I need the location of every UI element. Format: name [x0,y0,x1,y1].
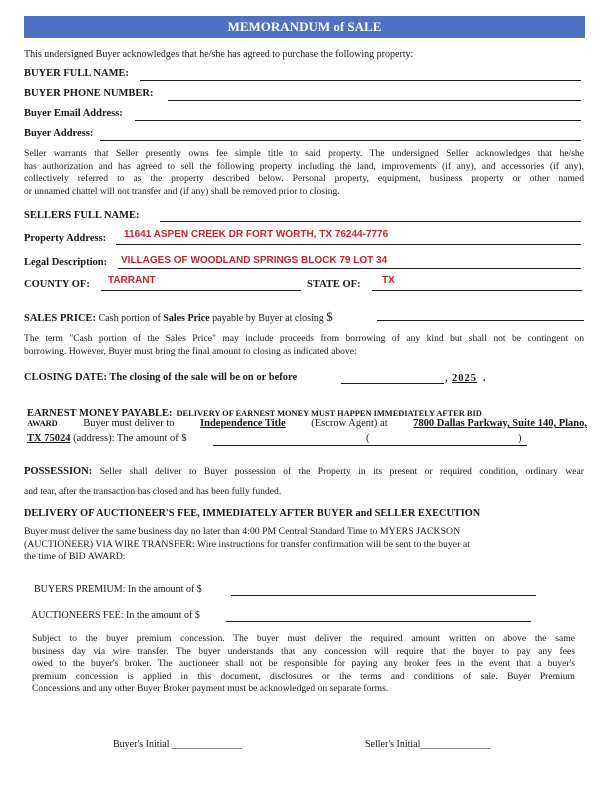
earnest-caps: DELIVERY OF EARNEST MONEY MUST HAPPEN IMMEDIATELY AFTER BID [176,409,482,418]
auctioneer-line: Buyer must deliver the same business day no later than 4:00 PM Central Standard Time to MYERS JACKSON [24,526,461,537]
closing-date-label: CLOSING DATE: The closing of the sale will be on or before [24,372,298,383]
buyer-phone-label: BUYER PHONE NUMBER: [24,88,154,99]
auctioneer-line: (AUCTIONEER) VIA WIRE TRANSFER: Wire instructions for transfer confirmation will be sent to the buyer at [24,538,470,550]
property-address-line [116,244,581,245]
buyer-email-field[interactable] [135,120,581,121]
buyers-premium-field[interactable] [231,595,536,596]
possession-line: and tear, after the transaction has closed and has been fully funded. [24,486,282,497]
state-line [372,290,582,291]
cash-term-line: The term "Cash portion of the Sales Price" may include proceeds from borrowing of any kind but shall not be contingent on [24,333,584,344]
paren-open: ( [366,433,370,444]
warranty-line: has authorization and has agreed to sell the following property including the land, improvements (if any), and accessories (if any), [24,160,584,172]
seller-warranty-paragraph [24,148,584,198]
seller-initial-field[interactable]: Seller's Initial______________ [365,739,491,750]
earnest-label: EARNEST MONEY PAYABLE: [27,408,173,419]
sales-price-field[interactable] [377,320,584,321]
property-address-label: Property Address: [24,233,107,244]
possession-line [24,462,584,482]
sales-price-bold: Sales Price [163,313,210,324]
subject-paragraph [32,633,575,696]
subject-line: Concessions and any other Buyer Broker payment must be acknowledged on separate forms. [32,683,389,695]
auctioneer-line: the time of BID AWARD: [24,551,126,563]
auctioneers-fee-field[interactable] [226,621,531,622]
subject-line: Subject to the buyer premium concession. The buyer must deliver the required amount written on above the same [32,633,575,644]
auctioneer-paragraph [24,526,584,564]
legal-description-value[interactable]: VILLAGES OF WOODLAND SPRINGS BLOCK 79 LOT 34 [121,255,388,266]
possession-paragraph [24,462,584,502]
sales-price-row [24,309,333,325]
intro-text: This undersigned Buyer acknowledges that he/she has agreed to purchase the following property: [24,49,414,60]
state-value[interactable]: TX [382,275,395,286]
county-value[interactable]: TARRANT [108,275,156,286]
subject-line: premium concession is applied in this document, disclosures or the terms and conditions of sale. Buyer Premium [32,670,575,682]
property-address-value[interactable]: 11641 ASPEN CREEK DR FORT WORTH, TX 76244-7776 [124,229,389,240]
closing-year: 2025 [452,373,477,384]
county-line [101,290,301,291]
state-label: STATE OF: [307,279,361,290]
possession-text: Seller shall deliver to Buyer possession of the Property in its present or required condition, ordinary wear [99,466,584,477]
earnest-text: (Escrow Agent) at [311,418,388,429]
escrow-address-2: TX 75024 [27,433,71,444]
escrow-address: 7800 Dallas Parkway, Suite 140, Plano, [413,418,587,429]
escrow-agent: Independence Title [200,418,286,429]
earnest-text: Buyer must deliver to [83,418,175,429]
auctioneers-fee-label: AUCTIONEERS FEE: In the amount of $ [31,610,200,621]
buyer-initial-field[interactable]: Buyer's Initial ______________ [113,739,243,750]
buyers-premium-label: BUYERS PREMIUM: In the amount of $ [34,584,202,595]
seller-name-field[interactable] [160,221,581,222]
warranty-line: Seller warrants that Seller presently owns fee simple title to said property. The undersigned Seller acknowledges that he/she [24,148,584,159]
cash-term-line: borrowing. However, Buyer must bring the final amount to closing as indicated above: [24,345,357,357]
seller-name-label: SELLERS FULL NAME: [24,210,140,221]
dollar-sign: $ [326,309,333,324]
county-label: COUNTY OF: [24,279,90,290]
earnest-amount-field[interactable] [213,445,527,446]
earnest-award: AWARD [27,419,58,428]
sales-price-text: Cash portion of [96,313,164,324]
sales-price-text: payable by Buyer at closing [209,313,327,324]
possession-label: POSSESSION: [24,466,93,477]
subject-line: business day via wire transfer. The buyer understands that any concession will require that the buyer to pay any fees [32,645,575,657]
buyer-email-label: Buyer Email Address: [24,108,123,119]
legal-description-line [118,268,581,269]
buyer-address-field[interactable] [100,140,581,141]
document-title: MEMORANDUM of SALE [24,16,585,38]
buyer-address-label: Buyer Address: [24,128,94,139]
warranty-line: collectively referred to as the property described below. Personal property, equipment, business property or other named [24,173,584,185]
warranty-line: or unnamed chattel will not transfer and (if any) shall be removed prior to closing. [24,185,340,197]
paren-close: ) [518,433,522,444]
earnest-text: (address): The amount of $ [73,433,187,444]
closing-comma: , [445,373,448,384]
earnest-line-2 [27,418,587,429]
sales-price-label: SALES PRICE: [24,313,97,324]
buyer-name-label: BUYER FULL NAME: [24,68,130,79]
cash-term-paragraph [24,333,584,358]
buyer-phone-field[interactable] [168,100,581,101]
subject-line: owed to the buyer's broker. The auctioneer shall not be responsible for paying any broker fees in the event that a buyer's [32,658,575,670]
buyer-name-field[interactable] [140,80,581,81]
legal-description-label: Legal Description: [24,257,108,268]
closing-period: . [483,373,486,384]
auctioneer-heading: DELIVERY OF AUCTIONEER'S FEE, IMMEDIATELY AFTER BUYER and SELLER EXECUTION [24,508,481,519]
closing-date-field[interactable] [341,383,444,384]
earnest-line-3 [27,433,187,444]
